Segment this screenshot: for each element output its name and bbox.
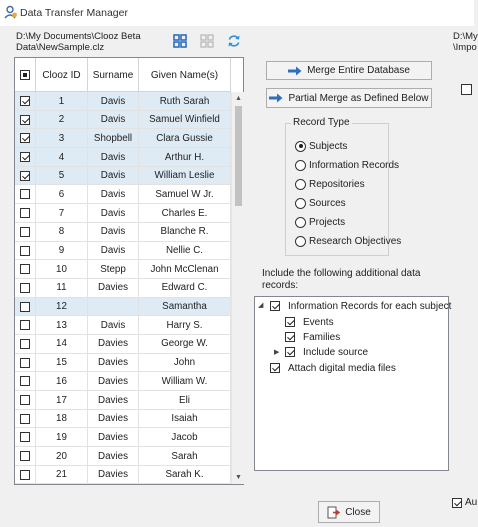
target-path-line2: \Impo bbox=[453, 42, 477, 53]
include-label: Include the following additional data records: bbox=[262, 268, 421, 291]
cell-clooz-id: 6 bbox=[36, 185, 88, 203]
radio-label: Subjects bbox=[309, 140, 348, 152]
subject-grid bbox=[14, 57, 244, 485]
row-checkbox-cell[interactable] bbox=[15, 447, 36, 465]
tree-label-attach-media: Attach digital media files bbox=[288, 362, 396, 374]
cell-surname: Davies bbox=[88, 447, 139, 465]
row-checkbox[interactable] bbox=[20, 189, 30, 199]
cell-clooz-id: 19 bbox=[36, 428, 88, 446]
cell-surname: Davies bbox=[88, 410, 139, 428]
row-checkbox[interactable] bbox=[20, 432, 30, 442]
row-checkbox[interactable] bbox=[20, 470, 30, 480]
radio-button[interactable] bbox=[295, 198, 306, 209]
row-checkbox-cell[interactable] bbox=[15, 242, 36, 260]
row-checkbox-cell[interactable] bbox=[15, 148, 36, 166]
table-row[interactable] bbox=[15, 335, 231, 354]
tree-item-events[interactable] bbox=[285, 315, 334, 329]
scroll-up-arrow-icon[interactable]: ▲ bbox=[235, 95, 242, 102]
table-row[interactable] bbox=[15, 391, 231, 410]
expand-collapse-icon[interactable]: ◢ bbox=[258, 302, 264, 309]
merge-entire-label: Merge Entire Database bbox=[307, 65, 410, 76]
table-row[interactable] bbox=[15, 279, 231, 298]
cell-surname: Davies bbox=[88, 428, 139, 446]
table-row[interactable] bbox=[15, 92, 231, 111]
row-checkbox-cell[interactable] bbox=[15, 92, 36, 110]
checkbox-attach-media[interactable] bbox=[270, 363, 280, 373]
source-path-line2: Data\NewSample.clz bbox=[16, 42, 105, 53]
table-row[interactable] bbox=[15, 223, 231, 242]
cell-clooz-id: 12 bbox=[36, 298, 88, 316]
bottom-right-option[interactable] bbox=[452, 497, 477, 508]
row-checkbox-cell[interactable] bbox=[15, 391, 36, 409]
table-row[interactable] bbox=[15, 298, 231, 317]
window-title: Data Transfer Manager bbox=[20, 7, 128, 19]
tree-label-events: Events bbox=[303, 316, 334, 328]
cell-given-names: John McClenan bbox=[139, 260, 231, 278]
header-select-all-checkbox[interactable] bbox=[15, 58, 36, 92]
table-row[interactable] bbox=[15, 129, 231, 148]
table-row[interactable] bbox=[15, 447, 231, 466]
row-checkbox-cell[interactable] bbox=[15, 372, 36, 390]
row-checkbox[interactable] bbox=[20, 115, 30, 125]
column-header-clooz-id[interactable]: Clooz ID bbox=[36, 58, 88, 92]
row-checkbox[interactable] bbox=[20, 283, 30, 293]
grid-header bbox=[15, 58, 231, 92]
source-path-line1: D:\My Documents\Clooz Beta bbox=[16, 31, 141, 42]
row-checkbox[interactable] bbox=[20, 171, 30, 181]
column-header-surname[interactable]: Surname bbox=[88, 58, 139, 92]
target-checkbox[interactable] bbox=[461, 84, 472, 95]
cell-clooz-id: 21 bbox=[36, 466, 88, 484]
cell-clooz-id: 10 bbox=[36, 260, 88, 278]
row-checkbox[interactable] bbox=[20, 96, 30, 106]
row-checkbox[interactable] bbox=[20, 339, 30, 349]
radio-option[interactable] bbox=[295, 234, 401, 248]
cell-clooz-id: 5 bbox=[36, 167, 88, 185]
grid-select-icon bbox=[173, 34, 187, 48]
cell-clooz-id: 13 bbox=[36, 316, 88, 334]
cell-clooz-id: 15 bbox=[36, 354, 88, 372]
checkbox-families[interactable] bbox=[285, 332, 295, 342]
cell-surname: Davies bbox=[88, 279, 139, 297]
person-icon bbox=[4, 5, 18, 19]
row-checkbox-cell[interactable] bbox=[15, 316, 36, 334]
header-checkbox[interactable] bbox=[20, 70, 30, 80]
table-row[interactable] bbox=[15, 410, 231, 429]
cell-given-names: Samantha bbox=[139, 298, 231, 316]
row-checkbox-cell[interactable] bbox=[15, 410, 36, 428]
cell-given-names: Arthur H. bbox=[139, 148, 231, 166]
cell-clooz-id: 8 bbox=[36, 223, 88, 241]
row-checkbox[interactable] bbox=[20, 414, 30, 424]
radio-button[interactable] bbox=[295, 179, 306, 190]
row-checkbox-cell[interactable] bbox=[15, 223, 36, 241]
tree-label-information-records: Information Records for each subject bbox=[288, 300, 452, 312]
cell-clooz-id: 17 bbox=[36, 391, 88, 409]
close-doc-icon bbox=[327, 506, 340, 519]
cell-surname: Davis bbox=[88, 204, 139, 222]
table-row[interactable] bbox=[15, 354, 231, 373]
right-arrow-icon bbox=[288, 66, 302, 76]
row-checkbox[interactable] bbox=[20, 451, 30, 461]
cell-given-names: Clara Gussie bbox=[139, 129, 231, 147]
bottom-right-checkbox[interactable] bbox=[452, 498, 462, 508]
select-all-button[interactable] bbox=[170, 32, 190, 50]
cell-surname: Davis bbox=[88, 316, 139, 334]
cell-given-names: Isaiah bbox=[139, 410, 231, 428]
cell-surname: Davies bbox=[88, 335, 139, 353]
radio-option[interactable] bbox=[295, 139, 347, 153]
cell-clooz-id: 7 bbox=[36, 204, 88, 222]
cell-given-names: Samuel Winfield bbox=[139, 111, 231, 129]
row-checkbox-cell[interactable] bbox=[15, 354, 36, 372]
cell-surname: Davies bbox=[88, 354, 139, 372]
row-checkbox[interactable] bbox=[20, 227, 30, 237]
cell-surname: Davies bbox=[88, 466, 139, 484]
cell-surname: Davis bbox=[88, 185, 139, 203]
row-checkbox[interactable] bbox=[20, 246, 30, 256]
cell-surname: Davis bbox=[88, 148, 139, 166]
cell-surname: Davis bbox=[88, 223, 139, 241]
grid-rows bbox=[15, 92, 231, 484]
cell-surname: Davis bbox=[88, 242, 139, 260]
title-bar bbox=[0, 0, 474, 26]
tree-item-attach-media[interactable] bbox=[270, 361, 396, 375]
grid-deselect-icon bbox=[200, 34, 214, 48]
table-row[interactable] bbox=[15, 428, 231, 447]
tree-item-include-source[interactable] bbox=[285, 345, 368, 359]
radio-label: Research Objectives bbox=[309, 235, 402, 247]
table-row[interactable] bbox=[15, 372, 231, 391]
include-tree bbox=[254, 296, 452, 471]
row-checkbox-cell[interactable] bbox=[15, 466, 36, 484]
row-checkbox-cell[interactable] bbox=[15, 204, 36, 222]
cell-surname: Davis bbox=[88, 111, 139, 129]
radio-option[interactable] bbox=[295, 196, 346, 210]
cell-surname: Davis bbox=[88, 167, 139, 185]
radio-option[interactable] bbox=[295, 177, 365, 191]
cell-given-names: Samuel W Jr. bbox=[139, 185, 231, 203]
close-label: Close bbox=[345, 506, 371, 518]
cell-given-names: Charles E. bbox=[139, 204, 231, 222]
row-checkbox-cell[interactable] bbox=[15, 428, 36, 446]
row-checkbox[interactable] bbox=[20, 152, 30, 162]
row-checkbox[interactable] bbox=[20, 133, 30, 143]
table-row[interactable] bbox=[15, 185, 231, 204]
refresh-button[interactable] bbox=[224, 32, 244, 50]
cell-given-names: Edward C. bbox=[139, 279, 231, 297]
record-type-label: Record Type bbox=[293, 117, 350, 128]
row-checkbox[interactable] bbox=[20, 302, 30, 312]
cell-given-names: Blanche R. bbox=[139, 223, 231, 241]
cell-given-names: Harry S. bbox=[139, 316, 231, 334]
cell-surname: Davies bbox=[88, 372, 139, 390]
table-row[interactable] bbox=[15, 466, 231, 485]
row-checkbox-cell[interactable] bbox=[15, 279, 36, 297]
cell-given-names: Sarah K. bbox=[139, 466, 231, 484]
tree-label-families: Families bbox=[303, 331, 341, 343]
cell-given-names: John bbox=[139, 354, 231, 372]
row-checkbox-cell[interactable] bbox=[15, 335, 36, 353]
radio-option[interactable] bbox=[295, 215, 345, 229]
cell-given-names: George W. bbox=[139, 335, 231, 353]
tree-item-families[interactable] bbox=[285, 330, 340, 344]
cell-clooz-id: 14 bbox=[36, 335, 88, 353]
target-path bbox=[453, 31, 478, 53]
radio-label: Sources bbox=[309, 197, 346, 209]
cell-given-names: Sarah bbox=[139, 447, 231, 465]
radio-button[interactable] bbox=[295, 160, 306, 171]
row-checkbox[interactable] bbox=[20, 208, 30, 218]
right-arrow-icon bbox=[269, 93, 283, 103]
checkbox-information-records[interactable] bbox=[270, 301, 280, 311]
row-checkbox-cell[interactable] bbox=[15, 129, 36, 147]
grid-scrollbar[interactable] bbox=[231, 92, 244, 484]
cell-surname: Davies bbox=[88, 391, 139, 409]
table-row[interactable] bbox=[15, 148, 231, 167]
expand-icon[interactable]: ▶ bbox=[274, 349, 280, 356]
cell-clooz-id: 4 bbox=[36, 148, 88, 166]
row-checkbox-cell[interactable] bbox=[15, 167, 36, 185]
tree-label-include-source: Include source bbox=[303, 346, 369, 358]
cell-surname: Shopbell bbox=[88, 129, 139, 147]
cell-surname: Davis bbox=[88, 92, 139, 110]
radio-option[interactable] bbox=[295, 158, 399, 172]
table-row[interactable] bbox=[15, 204, 231, 223]
bottom-right-label: Au bbox=[465, 497, 478, 508]
cell-clooz-id: 1 bbox=[36, 92, 88, 110]
partial-merge-label: Partial Merge as Defined Below bbox=[288, 92, 429, 104]
refresh-icon bbox=[227, 34, 241, 48]
cell-clooz-id: 11 bbox=[36, 279, 88, 297]
cell-clooz-id: 9 bbox=[36, 242, 88, 260]
table-row[interactable] bbox=[15, 111, 231, 130]
row-checkbox-cell[interactable] bbox=[15, 298, 36, 316]
radio-button[interactable] bbox=[295, 217, 306, 228]
cell-clooz-id: 18 bbox=[36, 410, 88, 428]
column-header-given-names[interactable]: Given Name(s) bbox=[139, 58, 231, 92]
scroll-thumb[interactable] bbox=[235, 106, 242, 206]
row-checkbox-cell[interactable] bbox=[15, 111, 36, 129]
radio-label: Repositories bbox=[309, 178, 365, 190]
tree-item-information-records[interactable] bbox=[270, 299, 451, 313]
table-row[interactable] bbox=[15, 167, 231, 186]
table-row[interactable] bbox=[15, 260, 231, 279]
radio-button[interactable] bbox=[295, 141, 306, 152]
cell-clooz-id: 20 bbox=[36, 447, 88, 465]
row-checkbox-cell[interactable] bbox=[15, 185, 36, 203]
cell-clooz-id: 16 bbox=[36, 372, 88, 390]
cell-surname bbox=[88, 298, 139, 316]
cell-given-names: Eli bbox=[139, 391, 231, 409]
radio-button[interactable] bbox=[295, 236, 306, 247]
merge-entire-database-button[interactable] bbox=[266, 61, 432, 80]
cell-clooz-id: 2 bbox=[36, 111, 88, 129]
row-checkbox[interactable] bbox=[20, 376, 30, 386]
cell-clooz-id: 3 bbox=[36, 129, 88, 147]
table-row[interactable] bbox=[15, 316, 231, 335]
target-path-line1: D:\My bbox=[453, 31, 478, 42]
cell-given-names: William W. bbox=[139, 372, 231, 390]
close-button[interactable] bbox=[318, 501, 380, 523]
scroll-down-arrow-icon[interactable]: ▼ bbox=[235, 474, 242, 481]
row-checkbox[interactable] bbox=[20, 264, 30, 274]
checkbox-events[interactable] bbox=[285, 317, 295, 327]
cell-given-names: Nellie C. bbox=[139, 242, 231, 260]
radio-label: Projects bbox=[309, 216, 346, 228]
cell-given-names: Ruth Sarah bbox=[139, 92, 231, 110]
source-path bbox=[16, 31, 166, 53]
row-checkbox[interactable] bbox=[20, 320, 30, 330]
cell-surname: Stepp bbox=[88, 260, 139, 278]
deselect-all-button[interactable] bbox=[197, 32, 217, 50]
cell-given-names: Jacob bbox=[139, 428, 231, 446]
row-checkbox[interactable] bbox=[20, 358, 30, 368]
partial-merge-button[interactable] bbox=[266, 88, 432, 108]
table-row[interactable] bbox=[15, 242, 231, 261]
checkbox-include-source[interactable] bbox=[285, 347, 295, 357]
cell-given-names: William Leslie bbox=[139, 167, 231, 185]
row-checkbox[interactable] bbox=[20, 395, 30, 405]
row-checkbox-cell[interactable] bbox=[15, 260, 36, 278]
radio-label: Information Records bbox=[309, 159, 400, 171]
